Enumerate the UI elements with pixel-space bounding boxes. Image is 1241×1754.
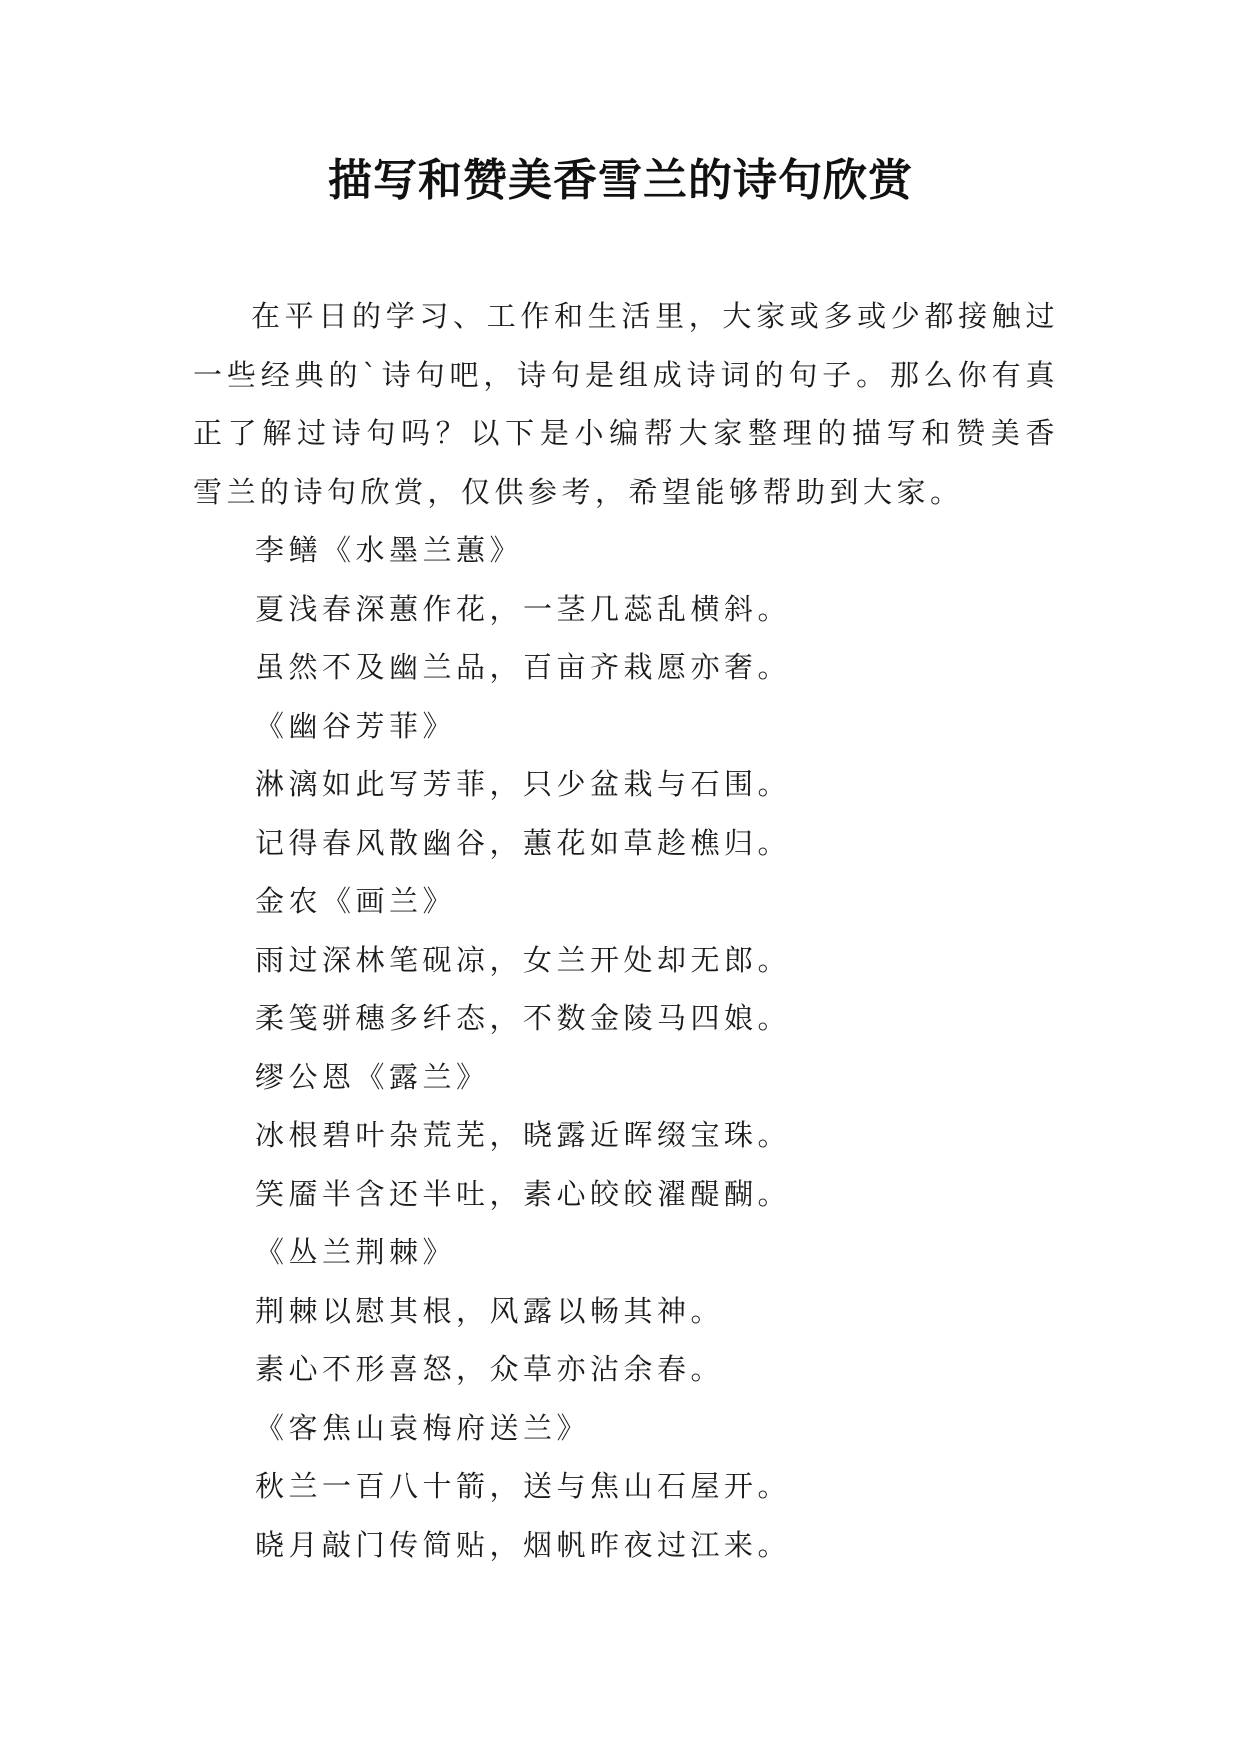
poem-heading: 金农《画兰》 <box>255 884 457 918</box>
poem-line: 记得春风散幽谷，蕙花如草趁樵归。 <box>255 825 792 860</box>
intro-paragraph: 在平日的学习、工作和生活里，大家或多或少都接触过一些经典的`诗句吧，诗句是组成诗词的句子。那么你有真正了解过诗句吗？以下是小编帮大家整理的描写和赞美香雪兰的诗句欣赏，仅供参考，希望能够帮助到大家。 <box>193 299 1059 509</box>
poem-line: 柔笺骈穗多纤态，不数金陵马四娘。 <box>255 1001 792 1035</box>
poem-line: 荆棘以慰其根，风露以畅其神。 <box>255 1293 725 1328</box>
poem-line: 虽然不及幽兰品，百亩齐栽愿亦奢。 <box>255 650 792 684</box>
poem-heading: 缪公恩《露兰》 <box>255 1059 490 1094</box>
poem-line: 秋兰一百八十箭，送与焦山石屋开。 <box>255 1469 792 1503</box>
poem-line: 冰根碧叶杂荒芜，晓露近晖缀宝珠。 <box>255 1118 792 1152</box>
poem-line: 晓月敲门传简贴，烟帆昨夜过江来。 <box>255 1527 792 1562</box>
poem-line: 淋漓如此写芳菲，只少盆栽与石围。 <box>255 767 792 801</box>
poem-line: 雨过深林笔砚凉，女兰开处却无郎。 <box>255 942 792 977</box>
document-title: 描写和赞美香雪兰的诗句欣赏 <box>328 155 913 206</box>
poem-line: 素心不形喜怒，众草亦沾余春。 <box>255 1352 725 1386</box>
poem-heading: 《幽谷芳菲》 <box>255 708 457 743</box>
poem-line: 夏浅春深蕙作花，一茎几蕊乱横斜。 <box>255 591 792 626</box>
poem-heading: 《客焦山袁梅府送兰》 <box>255 1410 591 1445</box>
poem-heading: 《丛兰荆棘》 <box>255 1235 457 1269</box>
poem-line: 笑靥半含还半吐，素心皎皎濯醍醐。 <box>255 1176 792 1211</box>
document-body <box>193 287 1059 1574</box>
poem-heading: 李鳝《水墨兰蕙》 <box>255 533 524 567</box>
